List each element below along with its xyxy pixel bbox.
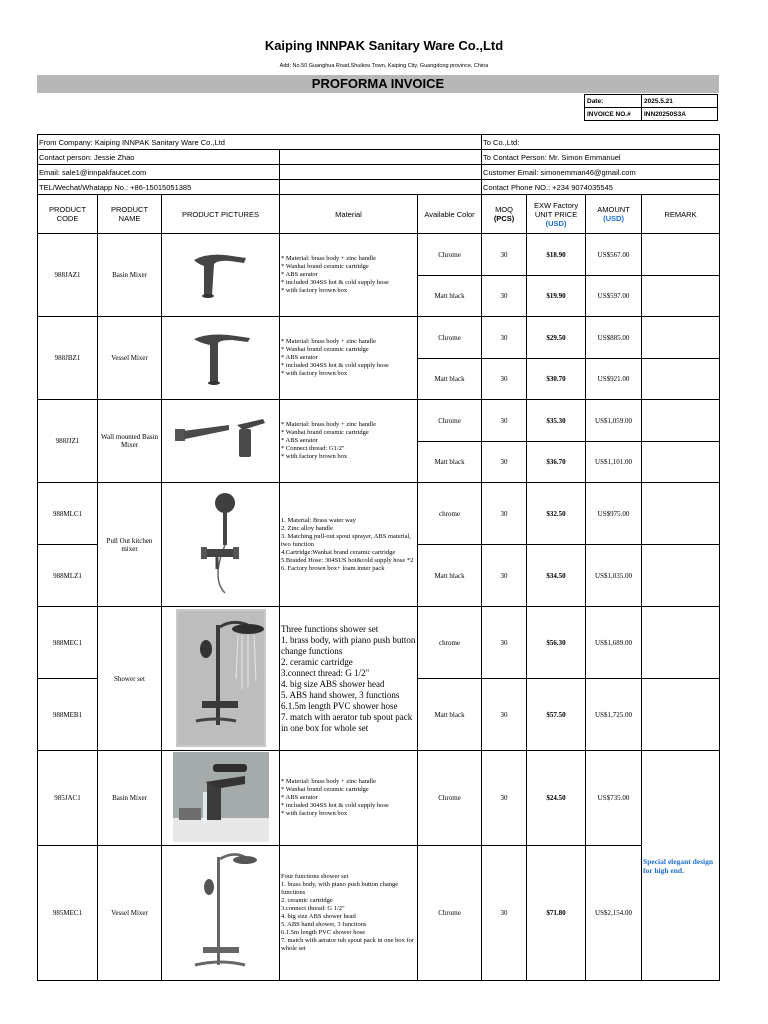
amount: US$885.00 (586, 317, 642, 359)
amount: US$2,154.00 (586, 846, 642, 981)
remark-note: Special elegant design for high end. (642, 751, 720, 981)
material-line: 2. Zinc alloy handle (281, 524, 333, 532)
material-line: 7. match with aerator tub spout pack in one box for whole set (281, 711, 413, 733)
amount: US$1,725.00 (586, 679, 642, 751)
product-material (280, 317, 418, 400)
table-header (38, 195, 720, 234)
product-name: Basin Mixer (98, 234, 162, 317)
customer-email: Customer Email: simonemman46@gmail.com (482, 165, 720, 180)
amount: US$1,059.00 (586, 400, 642, 442)
unit-price: $57.50 (527, 679, 586, 751)
unit-price: $35.30 (527, 400, 586, 442)
date-label: Date: (585, 95, 642, 108)
material-line: * ABS aerator (281, 271, 318, 278)
material-line: * with factory brown box (281, 810, 348, 817)
material-line: 3.connect thread: G 1/2" (281, 905, 345, 912)
remark-cell (642, 607, 720, 679)
material-line: * included 304SS hot & cold supply hose (281, 279, 389, 286)
table-row (38, 846, 720, 981)
unit-price: $56.30 (527, 607, 586, 679)
to-contact-person: To Contact Person: Mr. Simon Emmanuel (482, 150, 720, 165)
unit-price: $24.50 (527, 751, 586, 846)
material-line: * ABS aerator (281, 437, 318, 444)
material-line: Three functions shower set (281, 623, 379, 634)
material-line: 3. Matching pull-out spout sprayer, ABS material, two function (281, 532, 411, 548)
vessel-mixer-image-icon (186, 382, 256, 389)
material-line: 4. big size ABS shower head (281, 678, 385, 689)
material-line: 1. brass body, with piano push button change functions (281, 634, 416, 656)
material-line: * with factory brown box (281, 370, 348, 377)
table-row (38, 400, 720, 442)
available-color: chrome (418, 607, 482, 679)
amount: US$735.00 (586, 751, 642, 846)
from-company: From Company: Kaiping INNPAK Sanitary Ware Co.,Ltd (38, 135, 418, 150)
moq: 30 (482, 545, 527, 607)
product-code: 988JBZ1 (38, 317, 98, 400)
material-line: 5. ABS hand shower, 3 functions (281, 921, 367, 928)
product-code: 988MLC1 (38, 483, 98, 545)
available-color: Chrome (418, 234, 482, 276)
material-line: 4. big size ABS shower head (281, 913, 356, 920)
unit-price: $36.70 (527, 442, 586, 483)
product-code: 988JAZ1 (38, 234, 98, 317)
product-name: Shower set (98, 607, 162, 751)
kitchen-mixer-image-icon (191, 594, 251, 601)
col-color: Available Color (418, 195, 482, 234)
col-moq: MOQ (PCS) (482, 195, 527, 234)
col-remark: REMARK (642, 195, 720, 234)
material-line: * included 304SS hot & cold supply hose (281, 362, 389, 369)
available-color: Chrome (418, 317, 482, 359)
col-product-code: PRODUCT CODE (38, 195, 98, 234)
material-line: 2. ceramic cartridge (281, 656, 353, 667)
moq: 30 (482, 359, 527, 400)
material-line: * Material: brass body + zinc handle (281, 255, 376, 262)
available-color: Matt black (418, 545, 482, 607)
available-color: Chrome (418, 846, 482, 981)
amount: US$597.00 (586, 276, 642, 317)
remark-cell (642, 276, 720, 317)
material-line: * included 304SS hot & cold supply hose (281, 802, 389, 809)
moq: 30 (482, 607, 527, 679)
table-row (38, 234, 720, 276)
unit-price: $29.50 (527, 317, 586, 359)
product-code: 988MEC1 (38, 607, 98, 679)
material-line: * Wanhai brand ceramic cartridge (281, 346, 369, 353)
material-line: 1. brass body, with piano push button change functions (281, 881, 399, 896)
col-unit-price: EXW Factory UNIT PRICE (USD) (527, 195, 586, 234)
moq: 30 (482, 679, 527, 751)
company-address: Add: No.50 Guanghua Road,Shuikou Town, Kaiping City, Guangdong province, China (279, 63, 489, 69)
product-material (280, 483, 418, 607)
table-row (38, 751, 720, 846)
amount: US$1,101.00 (586, 442, 642, 483)
material-line: * Wanhai brand ceramic cartridge (281, 263, 369, 270)
material-line: 3.connect thread: G 1/2" (281, 667, 370, 678)
moq: 30 (482, 400, 527, 442)
company-title: Kaiping INNPAK Sanitary Ware Co.,Ltd (264, 38, 504, 53)
amount: US$975.00 (586, 483, 642, 545)
product-material (280, 846, 418, 981)
material-line: 6.1.5m length PVC shower hose (281, 700, 398, 711)
unit-price: $19.90 (527, 276, 586, 317)
remark-cell (642, 400, 720, 442)
invoice-label: INVOICE NO.# (585, 108, 642, 121)
material-line: * ABS aerator (281, 354, 318, 361)
remark-cell (642, 317, 720, 359)
material-line: * Wanhai brand ceramic cartridge (281, 429, 369, 436)
material-line: 1. Material: Brass water way (281, 516, 356, 524)
remark-cell (642, 359, 720, 400)
material-line: 5. ABS hand shower, 3 functions (281, 689, 400, 700)
unit-price: $71.80 (527, 846, 586, 981)
shower-set-image-icon (176, 742, 266, 749)
moq: 30 (482, 442, 527, 483)
amount: US$567.00 (586, 234, 642, 276)
available-color: Chrome (418, 751, 482, 846)
date-invoice-box (584, 94, 718, 121)
col-material: Material (280, 195, 418, 234)
to-company: To Co.,Ltd: (482, 135, 720, 150)
moq: 30 (482, 276, 527, 317)
product-code: 985JAC1 (38, 751, 98, 846)
available-color: Matt black (418, 276, 482, 317)
material-line: * Material: brass body + zinc handle (281, 421, 376, 428)
remark-cell (642, 442, 720, 483)
material-line: * Material: brass body + zinc handle (281, 778, 376, 785)
product-material (280, 607, 418, 751)
remark-cell (642, 545, 720, 607)
available-color: Matt black (418, 442, 482, 483)
product-name: Basin Mixer (98, 751, 162, 846)
unit-price: $32.50 (527, 483, 586, 545)
remark-cell (642, 483, 720, 545)
shower-set-image-icon (181, 972, 261, 979)
product-picture (162, 234, 280, 317)
moq: 30 (482, 751, 527, 846)
product-code: 988MLZ1 (38, 545, 98, 607)
moq: 30 (482, 234, 527, 276)
email: Email: sale1@innpakfaucet.com (38, 165, 280, 180)
product-name: Wall mounted Basin Mixer (98, 400, 162, 483)
basin-mixer-image-icon (186, 297, 256, 304)
amount: US$1,689.00 (586, 607, 642, 679)
product-name: Vessel Mixer (98, 317, 162, 400)
amount: US$921.00 (586, 359, 642, 400)
material-line: 4.Cartridge:Wanhai brand ceramic cartridge (281, 548, 396, 556)
moq: 30 (482, 483, 527, 545)
product-name: Pull Out kitchen mixer (98, 483, 162, 607)
unit-price: $34.50 (527, 545, 586, 607)
product-picture (162, 751, 280, 846)
contact-person: Contact person: Jessie Zhao (38, 150, 280, 165)
material-line: 5.Braided Hose: 304SUS hot&cold supply hose *2 (281, 556, 414, 564)
remark-cell (642, 679, 720, 751)
material-line: 6. Factory brown box+ foam inner pack (281, 564, 385, 572)
product-name: Vessel Mixer (98, 846, 162, 981)
basin-mixer-photo-icon (173, 837, 269, 844)
material-line: * Connect thread: G1/2" (281, 445, 345, 452)
moq: 30 (482, 317, 527, 359)
table-row (38, 317, 720, 359)
table-row (38, 483, 720, 545)
product-code: 988JJZ1 (38, 400, 98, 483)
wall-mounted-mixer-image-icon (171, 460, 271, 467)
product-material (280, 400, 418, 483)
remark-cell (642, 234, 720, 276)
contact-phone: Contact Phone NO.: +234 9074035545 (482, 180, 720, 195)
date-value: 2025.5.21 (642, 95, 718, 108)
product-material (280, 751, 418, 846)
product-code: 988MEB1 (38, 679, 98, 751)
available-color: Matt black (418, 679, 482, 751)
product-picture (162, 317, 280, 400)
col-product-name: PRODUCT NAME (98, 195, 162, 234)
unit-price: $30.70 (527, 359, 586, 400)
material-line: 2. ceramic cartridge (281, 897, 333, 904)
material-line: * Wanhai brand ceramic cartridge (281, 786, 369, 793)
material-line: * ABS aerator (281, 794, 318, 801)
product-code: 985MEC1 (38, 846, 98, 981)
tel: TEL/Wechat/Whatapp No.: +86-15015051385 (38, 180, 280, 195)
material-line: * with factory brown box (281, 453, 348, 460)
available-color: Chrome (418, 400, 482, 442)
col-pictures: PRODUCT PICTURES (162, 195, 280, 234)
material-line: * with factory brown box (281, 287, 348, 294)
product-picture (162, 607, 280, 751)
material-line: Four functions shower set (281, 873, 349, 880)
material-line: 7. match with aerator tub spout pack in one box for whole set (281, 937, 415, 952)
product-picture (162, 400, 280, 483)
available-color: chrome (418, 483, 482, 545)
amount: US$1,035.00 (586, 545, 642, 607)
unit-price: $18.90 (527, 234, 586, 276)
product-picture (162, 483, 280, 607)
available-color: Matt black (418, 359, 482, 400)
product-material (280, 234, 418, 317)
document-title: PROFORMA INVOICE (37, 75, 719, 93)
col-amount: AMOUNT (USD) (586, 195, 642, 234)
moq: 30 (482, 846, 527, 981)
material-line: 6.1.5m length PVC shower hose (281, 929, 366, 936)
material-line: * Material: brass body + zinc handle (281, 338, 376, 345)
product-picture (162, 846, 280, 981)
invoice-value: INN20250S3A (642, 108, 718, 121)
invoice-table (37, 134, 720, 981)
table-row (38, 607, 720, 679)
